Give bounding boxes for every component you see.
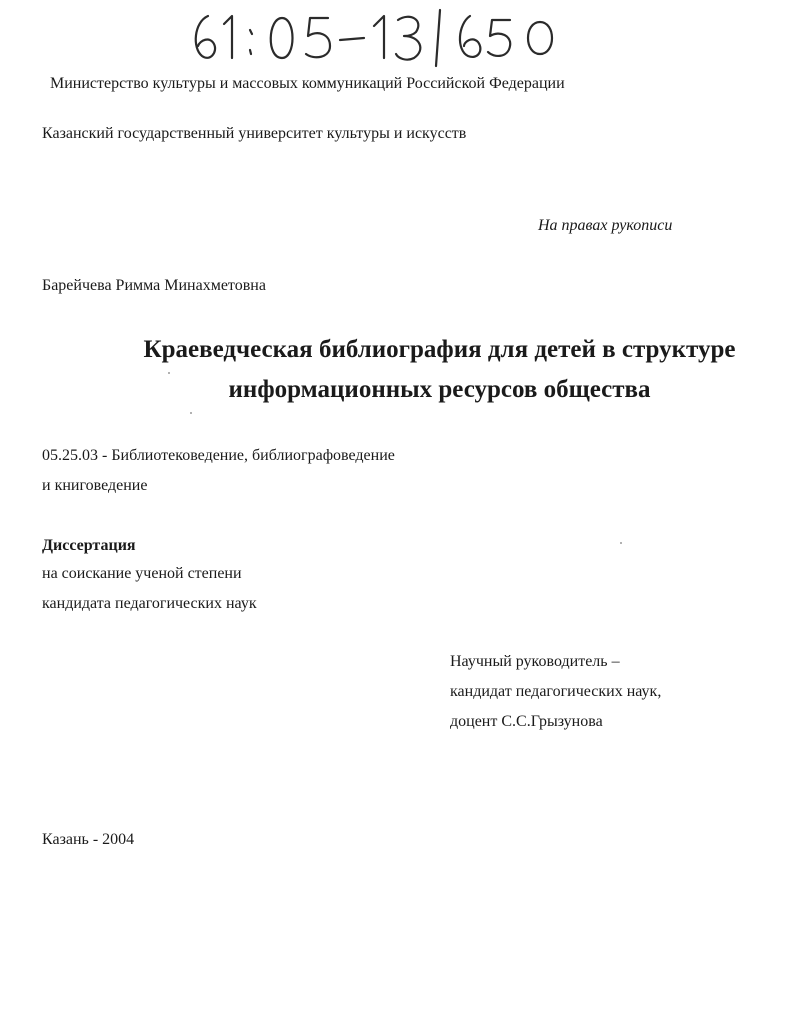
city-year: Казань - 2004 (42, 831, 135, 848)
supervisor-line-3: доцент С.С.Грызунова (450, 713, 603, 730)
scan-speck (190, 412, 192, 414)
university-heading: Казанский государственный университет культуры и искусств (42, 125, 467, 142)
specialty-line-1: 05.25.03 - Библиотековедение, библиографоведение (42, 447, 395, 464)
author-name: Барейчева Римма Минахметовна (42, 277, 266, 294)
degree-line-2: кандидата педагогических наук (42, 595, 257, 612)
dissertation-label: Диссертация (42, 537, 136, 554)
specialty-line-2: и книговедение (42, 477, 148, 494)
handwritten-inventory-number (188, 8, 568, 68)
ministry-heading: Министерство культуры и массовых коммуникаций Российской Федерации (50, 75, 565, 92)
supervisor-line-2: кандидат педагогических наук, (450, 683, 662, 700)
scan-speck (620, 542, 622, 544)
dissertation-title-line-2: информационных ресурсов общества (228, 376, 651, 403)
supervisor-line-1: Научный руководитель – (450, 653, 620, 670)
manuscript-rights-note: На правах рукописи (538, 217, 673, 234)
scan-speck (168, 372, 170, 374)
inventory-number-text: 61:05-13/650 (188, 8, 194, 9)
dissertation-title-line-1: Краеведческая библиография для детей в структуре (143, 336, 736, 363)
degree-line-1: на соискание ученой степени (42, 565, 242, 582)
